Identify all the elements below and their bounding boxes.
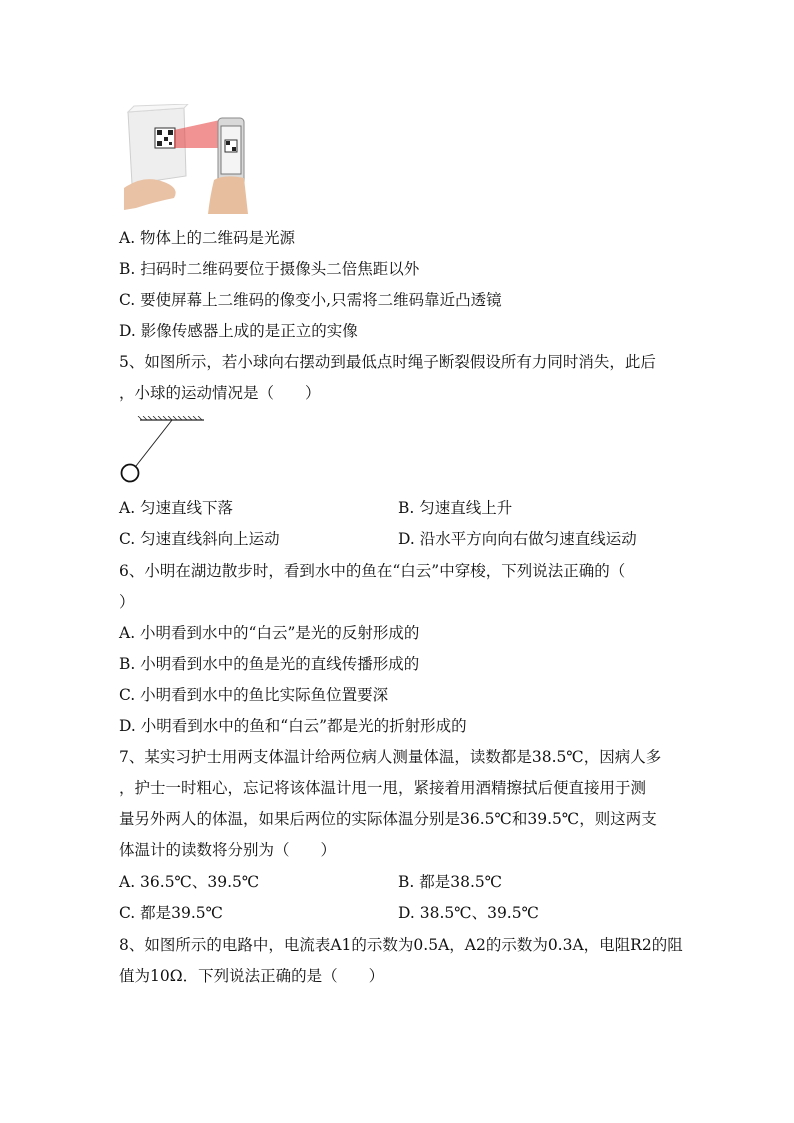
q6-option-b: B. 小明看到水中的鱼是光的直线传播形成的 bbox=[119, 655, 420, 673]
q7-option-d: D. 38.5℃、39.5℃ bbox=[398, 904, 539, 922]
q4-option-d: D. 影像传感器上成的是正立的实像 bbox=[119, 322, 358, 340]
q5-option-b: B. 匀速直线上升 bbox=[398, 499, 513, 517]
q7-stem-line2: ，护士一时粗心，忘记将该体温计甩一甩，紧接着用酒精擦拭后便直接用于测 bbox=[119, 779, 647, 797]
q7-stem-line1: 7、某实习护士用两支体温计给两位病人测量体温，读数都是38.5℃，因病人多 bbox=[119, 748, 662, 766]
q5-stem-line1: 5、如图所示，若小球向右摆动到最低点时绳子断裂假设所有力同时消失，此后 bbox=[119, 353, 656, 371]
q7-stem-line4: 体温计的读数将分别为（ ） bbox=[119, 841, 337, 859]
q7-option-a: A. 36.5℃、39.5℃ bbox=[119, 873, 260, 891]
q6-stem-line1: 6、小明在湖边散步时，看到水中的鱼在“白云”中穿梭，下列说法正确的（ bbox=[119, 562, 626, 580]
pendulum-figure bbox=[118, 416, 208, 486]
q5-stem-line2: ，小球的运动情况是（ ） bbox=[119, 384, 321, 402]
q6-stem-line2: ） bbox=[119, 593, 135, 611]
q5-option-d: D. 沿水平方向向右做匀速直线运动 bbox=[398, 530, 637, 548]
q5-option-c: C. 匀速直线斜向上运动 bbox=[119, 530, 280, 548]
q7-option-b: B. 都是38.5℃ bbox=[398, 873, 503, 891]
q6-option-c: C. 小明看到水中的鱼比实际鱼位置要深 bbox=[119, 686, 389, 704]
q4-option-a: A. 物体上的二维码是光源 bbox=[119, 229, 296, 247]
q6-option-a: A. 小明看到水中的“白云”是光的反射形成的 bbox=[119, 624, 420, 642]
q5-option-a: A. 匀速直线下落 bbox=[119, 499, 234, 517]
q7-option-c: C. 都是39.5℃ bbox=[119, 904, 224, 922]
qr-scan-figure bbox=[124, 104, 248, 214]
q8-stem-line2: 值为10Ω．下列说法正确的是（ ） bbox=[119, 967, 385, 985]
q7-stem-line3: 量另外两人的体温，如果后两位的实际体温分别是36.5℃和39.5℃，则这两支 bbox=[119, 810, 657, 828]
q8-stem-line1: 8、如图所示的电路中，电流表A1的示数为0.5A，A2的示数为0.3A，电阻R2的阻 bbox=[119, 936, 683, 954]
q4-option-c: C. 要使屏幕上二维码的像变小,只需将二维码靠近凸透镜 bbox=[119, 291, 502, 309]
q4-option-b: B. 扫码时二维码要位于摄像头二倍焦距以外 bbox=[119, 260, 420, 278]
q6-option-d: D. 小明看到水中的鱼和“白云”都是光的折射形成的 bbox=[119, 717, 467, 735]
